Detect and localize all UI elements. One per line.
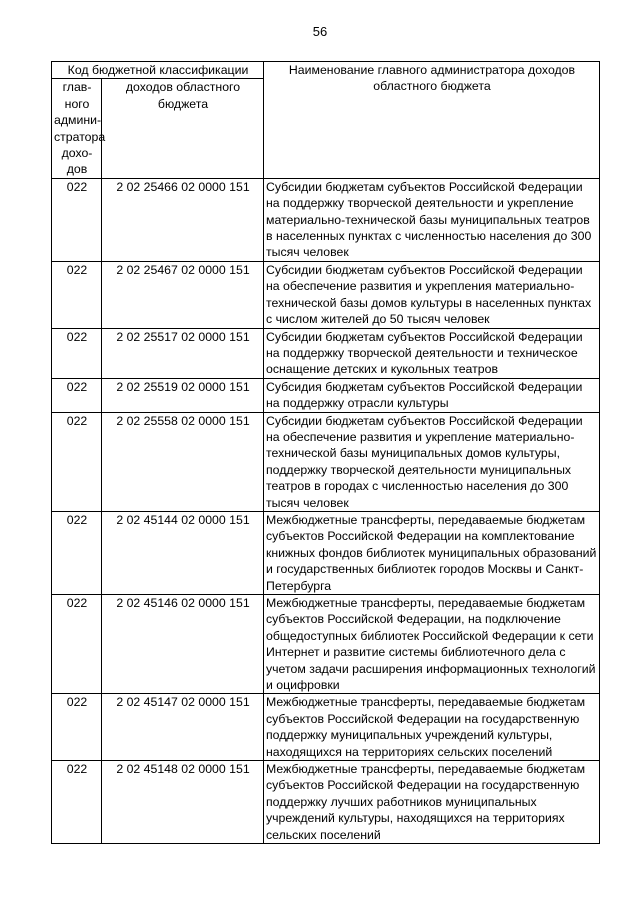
income-name-cell: Субсидии бюджетам субъектов Российской Федерации на поддержку творческой деятельности и укрепление материально-технической базы муниципальных театров в населенных пунктах с численностью населения до 300 тысяч человек [264,178,600,261]
budget-classification-table [51,61,600,844]
income-code-cell: 2 02 25467 02 0000 151 [102,261,264,328]
income-name-cell: Межбюджетные трансферты, передаваемые бюджетам субъектов Российской Федерации на государственную поддержку лучших работников муниципальных учреждений культуры, находящихся на территориях сельских поселений [264,761,600,844]
income-name-cell: Межбюджетные трансферты, передаваемые бюджетам субъектов Российской Федерации, на подключение общедоступных библиотек Российской Федерации к сети Интернет и развитие системы библиотечного дела с учетом задачи расширения информационных технологий и оцифровки [264,595,600,694]
table-row [52,694,600,761]
income-code-cell: 2 02 45148 02 0000 151 [102,761,264,844]
admin-code-cell: 022 [52,178,102,261]
income-name-cell: Межбюджетные трансферты, передаваемые бюджетам субъектов Российской Федерации на государственную поддержку муниципальных учреждений культуры, находящихся на территориях сельских поселений [264,694,600,761]
income-code-cell: 2 02 25558 02 0000 151 [102,412,264,511]
table-header-row [52,62,600,79]
income-name-cell: Межбюджетные трансферты, передаваемые бюджетам субъектов Российской Федерации на комплектование книжных фондов библиотек муниципальных образований и государственных библиотек городов Москвы и Санкт-Петербурга [264,511,600,594]
income-name-cell: Субсидии бюджетам субъектов Российской Федерации на обеспечение развития и укрепления материально-технической базы домов культуры в населенных пунктах с числом жителей до 50 тысяч человек [264,261,600,328]
income-name-cell: Субсидия бюджетам субъектов Российской Федерации на поддержку отрасли культуры [264,378,600,412]
table-row [52,178,600,261]
table-row [52,761,600,844]
table-row [52,595,600,694]
table-row [52,511,600,594]
table-row [52,261,600,328]
table-row [52,412,600,511]
income-name-cell: Субсидии бюджетам субъектов Российской Федерации на обеспечение развития и укрепление материально-технической базы муниципальных домов культуры, поддержку творческой деятельности муниципальных театров в городах с численностью населения до 300 тысяч человек [264,412,600,511]
income-code-cell: 2 02 25517 02 0000 151 [102,328,264,378]
table-body [52,178,600,843]
admin-code-cell: 022 [52,261,102,328]
admin-code-cell: 022 [52,694,102,761]
income-code-cell: 2 02 25466 02 0000 151 [102,178,264,261]
administrator-name-header: Наименование главного администратора доходов областного бюджета [264,62,600,179]
income-code-cell: 2 02 45144 02 0000 151 [102,511,264,594]
admin-code-cell: 022 [52,511,102,594]
income-name-cell: Субсидии бюджетам субъектов Российской Федерации на поддержку творческой деятельности и техническое оснащение детских и кукольных театров [264,328,600,378]
admin-code-cell: 022 [52,378,102,412]
income-code-cell: 2 02 45146 02 0000 151 [102,595,264,694]
admin-code-cell: 022 [52,761,102,844]
page-number: 56 [312,24,328,39]
admin-code-cell: 022 [52,412,102,511]
admin-code-cell: 022 [52,595,102,694]
table-row [52,328,600,378]
classification-code-header: Код бюджетной классификации [52,62,264,79]
admin-code-cell: 022 [52,328,102,378]
income-code-cell: 2 02 25519 02 0000 151 [102,378,264,412]
regional-income-header: доходов областного бюджета [102,79,264,178]
table-row [52,378,600,412]
income-code-cell: 2 02 45147 02 0000 151 [102,694,264,761]
chief-administrator-header: глав-ного админи-стратора дохо-дов [52,79,102,178]
